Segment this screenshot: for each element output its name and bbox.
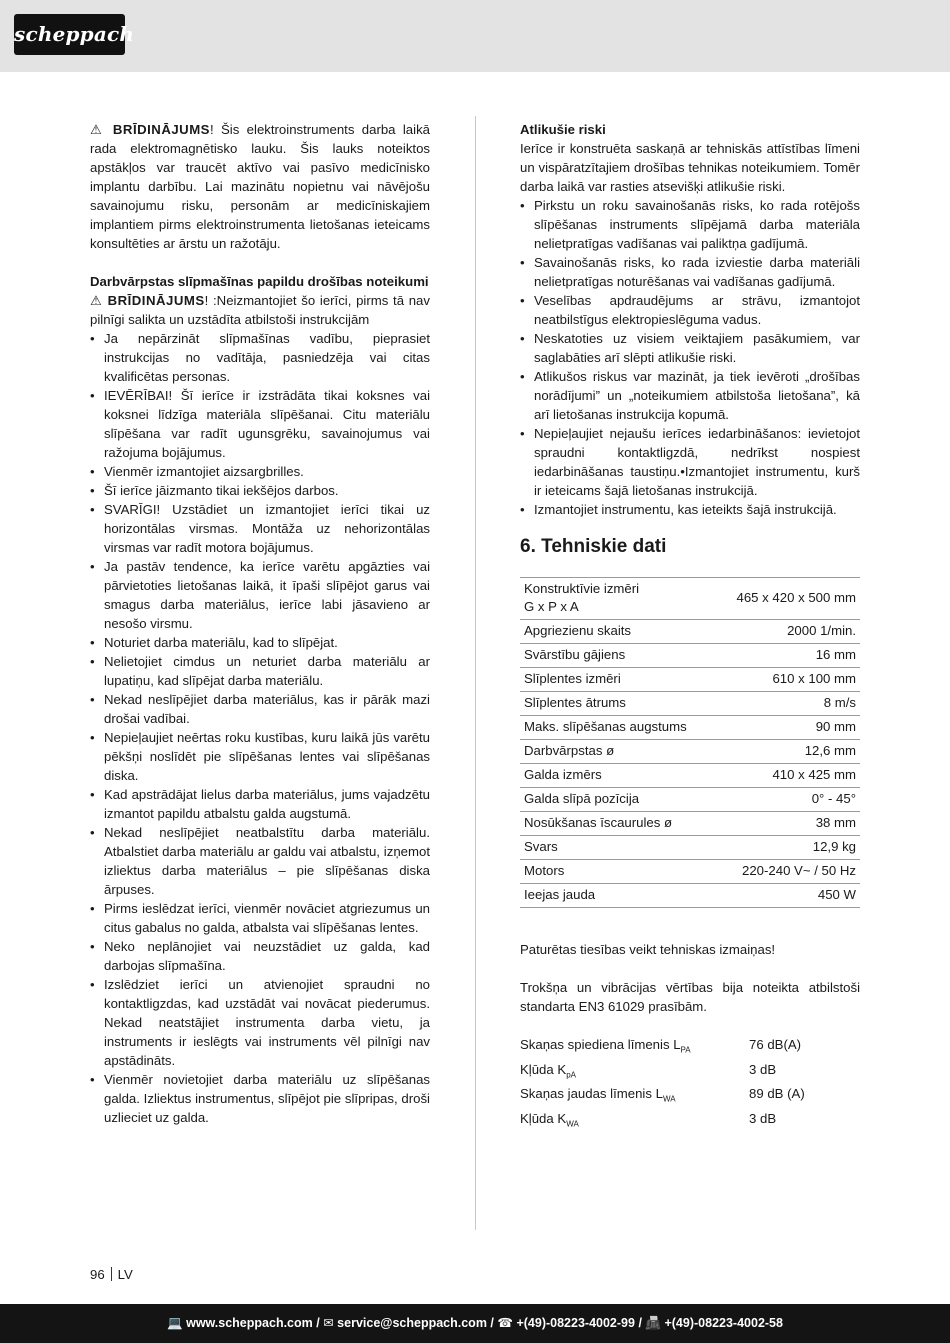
website-link[interactable]: www.scheppach.com [186,1316,313,1330]
table-row: Nosūkšanas īscaurules ø 38 mm [520,812,860,836]
rights-note: Paturētas tiesības veikt tehniskas izmaiņas! [520,942,776,957]
residual-intro: Ierīce ir konstruēta saskaņā ar tehniskās attīstības līmeni un vispāratzītajiem drošības tehnikas noteikumiem. Tomēr darba laikā var rasties atsevišķi atlikušie riski. [520,141,860,194]
header-band [0,0,950,72]
page-number: 96 [90,1267,105,1282]
table-row: Ieejas jauda 450 W [520,884,860,908]
email-link[interactable]: service@scheppach.com [337,1316,487,1330]
list-item: • Veselības apdraudējums ar strāvu, izmantojot neatbilstīgus elektropieslēguma vadus. [520,293,860,327]
emf-warning [90,120,430,253]
table-row: Apgriezienu skaits 2000 1/min. [520,620,860,644]
noise-note: Trokšņa un vibrācijas vērtības bija noteikta atbilstoši standarta EN3 61029 prasībām. [520,980,860,1014]
list-item: • Nekad neslīpējiet neatbalstītu darba materiālu. Atbalstiet darba materiālu ar galdu vai atbalstu, izņemot izliektus darba materiālus – pie slīpēšanas diska ārpuses. [90,825,430,897]
list-item: • Izslēdziet ierīci un atvienojiet spraudni no kontaktligzdas, kad uzstādāt vai novācat piederumus. Nekad neatstājiet instrumenta darba vietu, ja instruments ir ieslēgts vai instruments vēl pilnīgi nav apstādināts. [90,977,430,1068]
warning-label: BRĪDINĀJUMS [112,122,210,137]
table-row: Svārstību gājiens 16 mm [520,644,860,668]
list-item: • Kad apstrādājat lielus darba materiālus, jums vajadzētu izmantot papildu atbalstu galda augstumā. [90,787,430,821]
noise-label: Kļūda $K_{pA}$ [520,1061,576,1080]
noise-value: 76 dB(A) [749,1037,802,1052]
table-row: Slīplentes izmēri 610 x 100 mm [520,668,860,692]
list-item: • Pirms ieslēdzat ierīci, vienmēr novāciet atgriezumus un citus gabalus no galda, atbalsta vai slīpēšanas lentes. [90,901,430,935]
table-row: Galda izmērs 410 x 425 mm [520,764,860,788]
table-row: Slīplentes ātrums 8 m/s [520,692,860,716]
table-row: Galda slīpā pozīcija 0° - 45° [520,788,860,812]
warning-text: ! Šis elektroinstruments darba laikā rada elektromagnētisko lauku. Šis lauks noteiktos apstākļos var traucēt aktīvo vai pasīvo medicīnisko implantu darbību. Lai mazinātu nopietnu vai nāvējošu savainojumu risku, personām ar medicīniskajiem implantiem pirms elektroinstrumenta lietošanas ieteicams konsultēties ar ārstu un ražotāju. [90,122,430,251]
list-item: • Noturiet darba materiālu, kad to slīpējat. [90,635,338,650]
list-item: • Izmantojiet instrumentu, kas ieteikts šajā instrukcijā. [520,502,837,517]
left-column [90,120,430,1127]
phone-number: +(49)-08223-4002-99 [516,1316,635,1330]
list-item: • Ja nepārzināt slīpmašīnas vadību, pieprasiet instrukcijas no vadītāja, pasniedzēja vai citas kvalificētas personas. [90,331,430,384]
mail-icon: ✉ [323,1316,334,1330]
page-footer [90,1265,133,1284]
table-row: Maks. slīpēšanas augstums 90 mm [520,716,860,740]
footer-separator [111,1267,112,1281]
warning-label: BRĪDINĀJUMS [107,293,205,308]
warning-icon: ⚠ [90,122,106,137]
list-item: • Neko neplānojiet vai neuzstādiet uz galda, kad darbojas slīpmašīna. [90,939,430,973]
list-item: • Vienmēr novietojiet darba materiālu uz slīpēšanas galda. Izliektus instrumentus, slīpējot pie slīpripas, droši uzlieciet uz galda. [90,1072,430,1125]
fax-icon: 📠 [645,1316,661,1330]
tech-spec-table [520,577,860,908]
section-title-safety: Darbvārpstas slīpmašīnas papildu drošības noteikumi [90,274,429,289]
list-item: • Šī ierīce jāizmanto tikai iekšējos darbos. [90,483,339,498]
list-item: • SVARĪGI! Uzstādiet un izmantojiet ierīci tikai uz horizontālas virsmas. Montāža uz nehorizontālas virsmas var radīt motora bojājumus. [90,502,430,555]
warning-icon: ⚠ [90,293,103,308]
computer-icon: 💻 [167,1316,183,1330]
list-item: • Vienmēr izmantojiet aizsargbrilles. [90,464,304,479]
residual-risk-list [520,196,860,519]
contact-bar [0,1304,950,1343]
table-row: Svars 12,9 kg [520,836,860,860]
noise-label: Skaņas jaudas līmenis $L_{WA}$ [520,1086,676,1104]
list-item: • Neskatoties uz visiem veiktajiem pasākumiem, var saglabāties arī slēpti atlikušie riski. [520,331,860,365]
list-item: • Atlikušos riskus var mazināt, ja tiek ievēroti „drošības norādījumi” un „noteikumiem atbilstoša lietošana”, kā arī lietošanas instrukcija kopumā. [520,369,860,422]
column-divider [475,116,476,1230]
tech-data-heading: 6. Tehniskie dati [520,536,667,557]
noise-label: Kļūda $K_{WA}$ [520,1110,579,1129]
table-row: Konstruktīvie izmēri G x P x A 465 x 420 x 500 mm [520,578,860,620]
contact-separator: / [316,1316,320,1330]
contact-separator: / [490,1316,494,1330]
list-item: • Nepieļaujiet nejaušu ierīces iedarbināšanos: ievietojot spraudni kontaktligzdā, nedrīkst nospiest iedarbināšanas taustiņu.•Izmantojiet instrumentu, kurš ir ieteicams šajā lietošanas instrukcijā. [520,426,860,498]
phone-icon: ☎ [497,1316,513,1330]
noise-value: 89 dB (A) [749,1086,805,1102]
list-item: • IEVĒRĪBAI! Šī ierīce ir izstrādāta tikai koksnes vai koksnei līdzīga materiāla slīpēšanai. Citu materiālu slīpēšana var radīt ugunsgrēku, savainojumus vai ražojuma bojājumus. [90,388,430,460]
fax-number: +(49)-08223-4002-58 [664,1316,783,1330]
list-item: • Pirkstu un roku savainošanās risks, ko rada rotējošs slīpēšanas instruments slīpējamā darba materiāla nelietpratīgas vadīšanas vai paliktņa gadījumā. [520,198,860,251]
section-title-residual-risks: Atlikušie riski [520,122,606,137]
safety-list [90,329,430,1127]
list-item: • Savainošanās risks, ko rada izviestie darba materiāli nelietpratīgas noturēšanas vai vadīšanas gadījumā. [520,255,860,289]
assembly-warning [90,291,430,329]
list-item: • Nekad neslīpējiet darba materiālus, kas ir pārāk mazi drošai vadībai. [90,692,430,726]
table-row: Darbvārpstas ø 12,6 mm [520,740,860,764]
warning-text: ! :Neizmantojiet šo ierīci, pirms tā nav pilnīgi salikta un uzstādīta atbilstoši instrukcijām [90,293,430,327]
list-item: • Nepieļaujiet neērtas roku kustības, kuru laikā jūs varētu pēkšņi noslīdēt pie slīpēšanas lentes vai slīpēšanas diska. [90,730,430,783]
contact-separator: / [638,1316,642,1330]
noise-value: 3 dB [749,1110,777,1126]
noise-values [520,1035,860,1134]
language-code: LV [117,1267,133,1282]
list-item: • Ja pastāv tendence, ka ierīce varētu apgāzties vai pārvietoties lietošanas laikā, it īpaši slīpējot garus vai smagus darba materiālus, ierīce labi jāsavieno ar nesošo virsmu. [90,559,430,631]
noise-label: Skaņas spiediena līmenis $L_{PA}$ [520,1037,691,1055]
list-item: • Nelietojiet cimdus un neturiet darba materiālu ar lupatiņu, kad slīpējat darba materiālu. [90,654,430,688]
right-column [520,120,860,1134]
table-row: Motors 220-240 V~ / 50 Hz [520,860,860,884]
noise-value: 3 dB [749,1061,777,1077]
scheppach-logo: scheppach [14,14,125,55]
